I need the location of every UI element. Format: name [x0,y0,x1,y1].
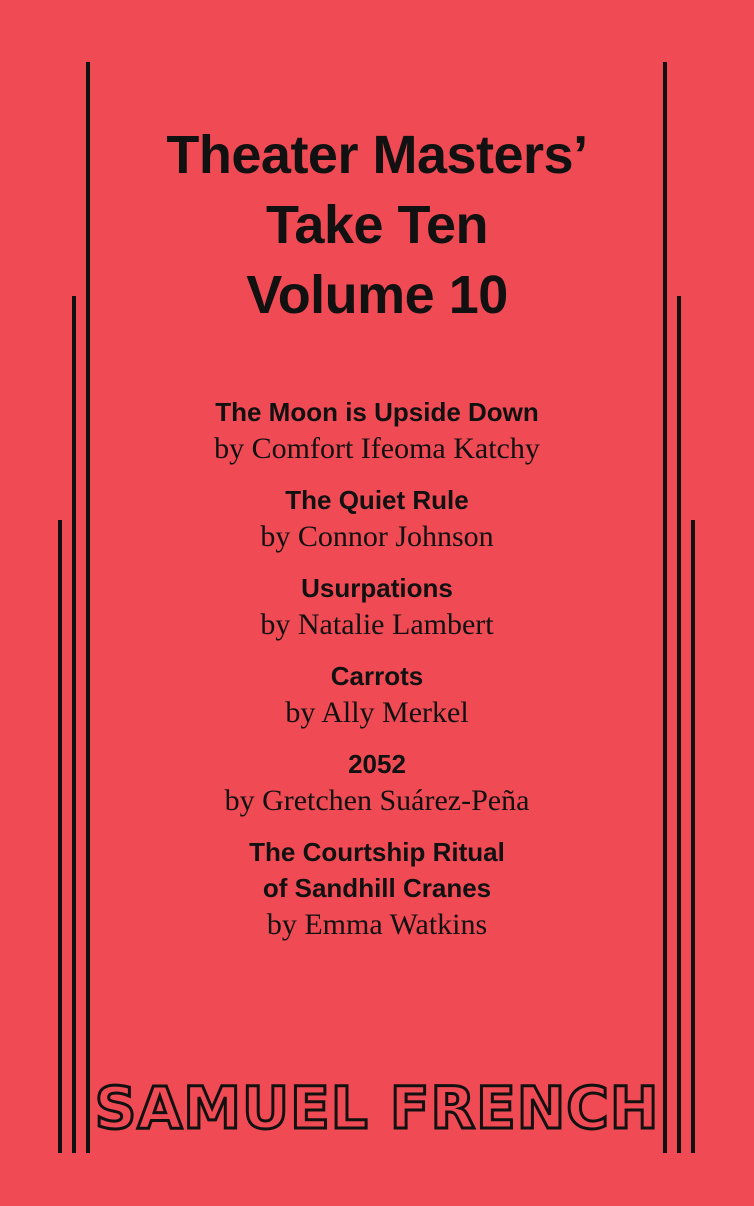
play-entry [0,570,754,644]
play-title: 2052 [348,749,406,779]
play-entry [0,394,754,468]
play-entry [0,658,754,732]
play-title: The Quiet Rule [285,485,469,515]
book-title-line: Volume 10 [246,265,508,325]
play-author: by Emma Watkins [266,908,488,941]
publisher-logo: SAMUEL FRENCH [94,1074,660,1142]
play-title: Usurpations [301,573,453,603]
book-title [0,120,754,330]
play-author: by Comfort Ifeoma Katchy [214,432,540,465]
play-list [0,394,754,958]
play-author: by Ally Merkel [285,696,469,729]
play-title: The Courtship Ritual [249,837,505,867]
play-title: of Sandhill Cranes [262,873,492,903]
play-entry [0,746,754,820]
play-author: by Gretchen Suárez-Peña [224,784,530,817]
book-title-line: Theater Masters’ [166,125,588,185]
play-title: Carrots [330,661,424,691]
play-author: by Connor Johnson [260,520,494,553]
book-title-line: Take Ten [265,195,489,255]
play-entry [0,834,754,944]
play-author: by Natalie Lambert [260,608,494,641]
play-title: The Moon is Upside Down [215,397,539,427]
play-entry [0,482,754,556]
